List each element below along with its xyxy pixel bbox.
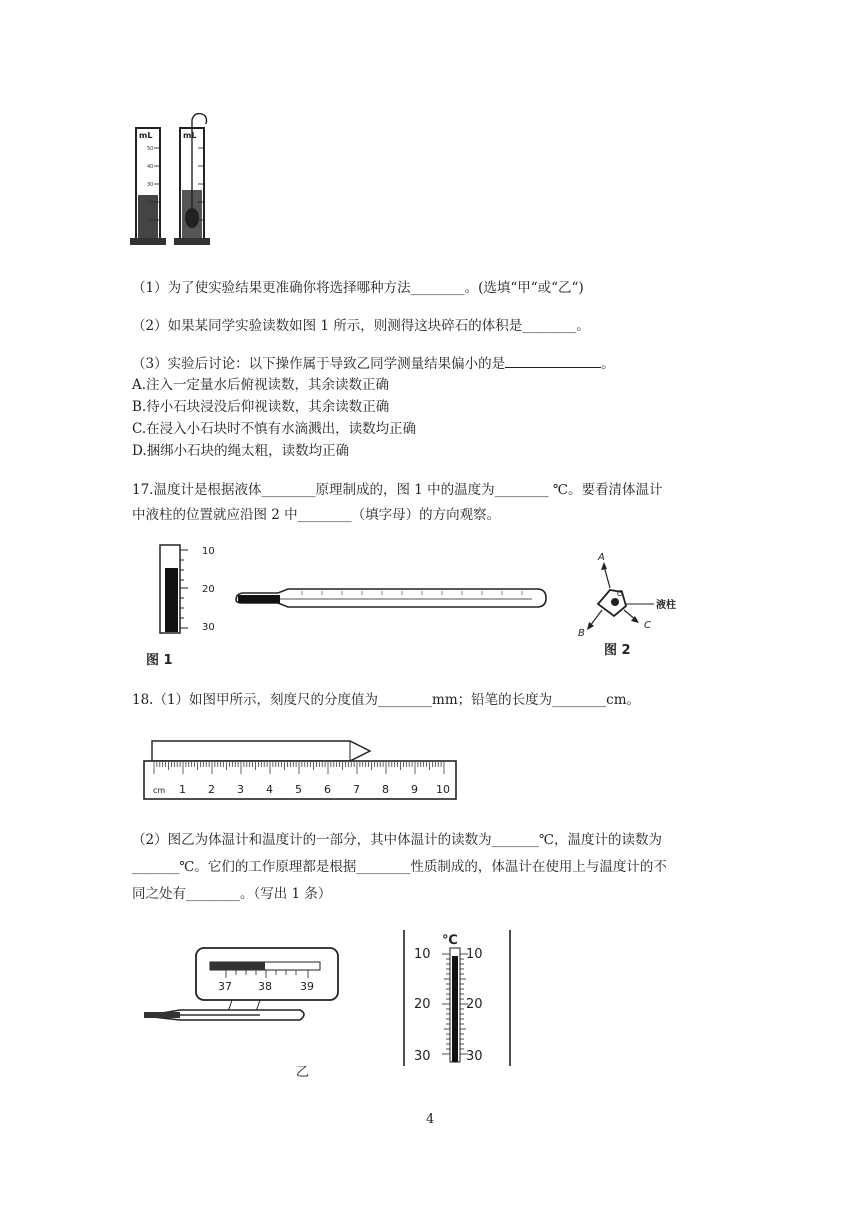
graduated-cylinders-figure [128, 110, 228, 250]
cylinder-tick-30: 30 [147, 182, 154, 188]
ruler-pencil-figure [140, 735, 460, 803]
clinical-thermometer-zoom-figure [140, 940, 350, 1080]
fig2-label: 图 2 [604, 643, 631, 658]
ruler-num-8: 8 [382, 783, 389, 796]
lab-thermometer-figure [398, 926, 516, 1070]
clinical-tick-38: 38 [258, 980, 272, 993]
liquid-column-label: 液柱 [656, 600, 676, 611]
thermo-left-10: 10 [414, 947, 431, 962]
direction-c: C [644, 620, 651, 631]
q16-part2: （2）如果某同学实验读数如图 1 所示，则测得这块碎石的体积是________。 [132, 318, 590, 334]
option-d: D.捆绑小石块的绳太粗，读数均正确 [132, 443, 350, 459]
thermo-unit: ℃ [442, 933, 458, 948]
ruler-num-1: 1 [179, 783, 186, 796]
direction-b: B [578, 628, 585, 639]
option-a: A.注入一定量水后俯视读数，其余读数正确 [132, 377, 390, 393]
q18-part2-line3: 同之处有________。（写出 1 条） [132, 886, 332, 902]
q16-part3 [132, 353, 615, 374]
page-number: 4 [426, 1112, 435, 1127]
fig1-label: 图 1 [146, 653, 173, 668]
option-b: B.待小石块浸没后仰视读数，其余读数正确 [132, 399, 390, 415]
ruler-num-2: 2 [208, 783, 215, 796]
fig1-tick-30: 30 [202, 622, 215, 633]
q18-part2-line2: _______℃。它们的工作原理都是根据________性质制成的，体温计在使用上与温度计的不 [132, 859, 667, 875]
fig1-tick-20: 20 [202, 584, 215, 595]
q17-line1: 17.温度计是根据液体________原理制成的，图 1 中的温度为________ ℃。要看清体温计 [132, 482, 663, 498]
point-o: O [617, 589, 624, 598]
cylinder-right-unit: mL [183, 131, 197, 140]
cylinder-tick-50: 50 [147, 146, 154, 152]
ruler-num-3: 3 [237, 783, 244, 796]
q16-part1: （1）为了使实验结果更准确你将选择哪种方法________。(选填“甲“或“乙“) [132, 280, 584, 296]
q18-part1: 18.（1）如图甲所示，刻度尺的分度值为________mm；铅笔的长度为________cm。 [132, 692, 641, 708]
q18-part2-line1: （2）图乙为体温计和温度计的一部分，其中体温计的读数为_______℃，温度计的读数为 [132, 832, 662, 848]
thermo-right-30: 30 [466, 1049, 483, 1064]
cylinder-tick-20: 20 [147, 200, 154, 206]
clinical-tick-37: 37 [218, 980, 232, 993]
cylinder-tick-40: 40 [147, 164, 154, 170]
q16-part3-suffix: 。 [601, 356, 615, 372]
option-c: C.在浸入小石块时不慎有水滴溅出，读数均正确 [132, 421, 417, 437]
direction-a: A [598, 552, 605, 563]
fig-yi-label: 乙 [296, 1065, 310, 1080]
cylinder-tick-10: 10 [147, 218, 154, 224]
q16-part3-prefix: （3）实验后讨论：以下操作属于导致乙同学测量结果偏小的是 [132, 356, 506, 372]
fig1-tick-10: 10 [202, 546, 215, 557]
answer-blank[interactable] [505, 353, 601, 368]
ruler-num-10: 10 [436, 783, 450, 796]
ruler-num-5: 5 [295, 783, 302, 796]
ruler-num-4: 4 [266, 783, 273, 796]
thermo-left-30: 30 [414, 1049, 431, 1064]
thermo-right-20: 20 [466, 997, 483, 1012]
viewing-direction-figure [570, 548, 700, 660]
thermo-left-20: 20 [414, 997, 431, 1012]
thermometer-closeup-figure [140, 540, 220, 668]
thermo-right-10: 10 [466, 947, 483, 962]
cylinder-left-unit: mL [139, 131, 153, 140]
clinical-thermometer-figure [232, 582, 552, 618]
ruler-num-7: 7 [353, 783, 360, 796]
ruler-num-6: 6 [324, 783, 331, 796]
ruler-unit: cm [153, 786, 166, 795]
q17-line2: 中液柱的位置就应沿图 2 中________（填字母）的方向观察。 [132, 507, 501, 523]
clinical-tick-39: 39 [300, 980, 314, 993]
ruler-num-9: 9 [411, 783, 418, 796]
